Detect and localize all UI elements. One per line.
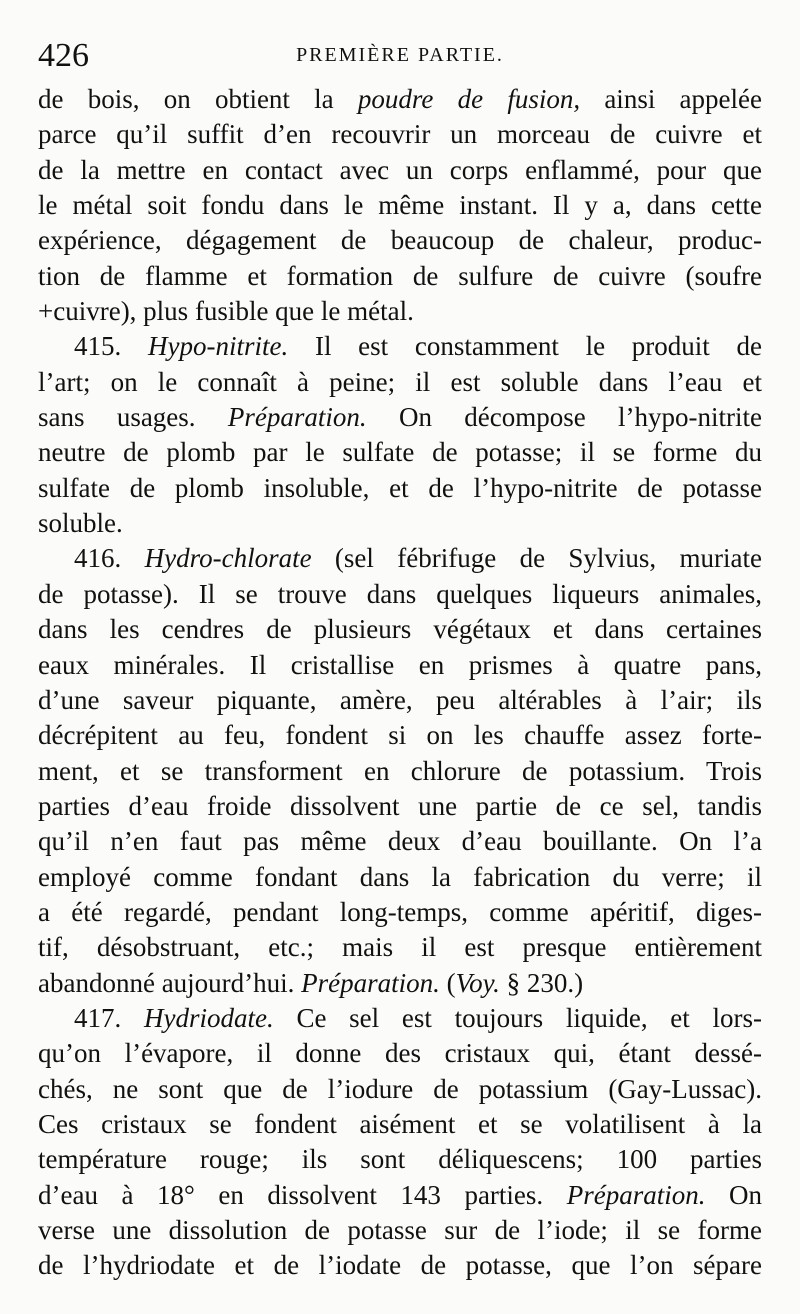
- text-line: verse une dissolution de potasse sur de l’iode; il se forme: [38, 1215, 762, 1245]
- text-line: soluble.: [38, 508, 123, 539]
- text-line: de l’hydriodate et de l’iodate de potasse, que l’on sépare: [38, 1250, 762, 1281]
- text-line: ment, et se transforment en chlorure de potassium. Trois: [38, 755, 762, 786]
- text-line: de potasse). Il se trouve dans quelques liqueurs animales,: [38, 578, 762, 609]
- text-line: expérience, dégagement de beaucoup de chaleur, produc-: [38, 225, 762, 256]
- text-line: Ces cristaux se fondent aisément et se volatilisent à la: [38, 1108, 762, 1139]
- page-header: [0, 36, 800, 84]
- text-line: chés, ne sont que de l’iodure de potassium (Gay-Lussac).: [38, 1073, 762, 1104]
- text-line: dans les cendres de plusieurs végétaux et dans certaines: [38, 614, 762, 645]
- text-line: tion de flamme et formation de sulfure de cuivre (soufre: [38, 260, 762, 291]
- text-line: employé comme fondant dans la fabrication du verre; il: [38, 861, 762, 892]
- section-417-heading-line: 417. Hydriodate. Ce sel est toujours liquide, et lors-: [74, 1002, 762, 1033]
- section-415-heading-line: 415. Hypo-nitrite. Il est constamment le produit de: [74, 331, 762, 362]
- text-line: qu’il n’en faut pas même deux d’eau bouillante. On l’a: [38, 826, 762, 857]
- text-line: parties d’eau froide dissolvent une partie de ce sel, tandis: [38, 790, 762, 821]
- running-title: PREMIÈRE PARTIE.: [296, 44, 504, 66]
- text-line: de bois, on obtient la poudre de fusion, ainsi appelée: [38, 84, 762, 114]
- text-line: sulfate de plomb insoluble, et de l’hypo-nitrite de potasse: [38, 472, 762, 503]
- text-line: qu’on l’évapore, il donne des cristaux qui, étant dessé-: [38, 1038, 762, 1069]
- text-line: abandonné aujourd’hui. Préparation. (Voy. § 230.): [38, 967, 584, 998]
- page-number: 426: [38, 37, 89, 74]
- text-line: a été regardé, pendant long-temps, comme apéritif, diges-: [38, 896, 762, 927]
- text-line: d’eau à 18° en dissolvent 143 parties. Préparation. On: [38, 1179, 762, 1210]
- text-line: neutre de plomb par le sulfate de potasse; il se forme du: [38, 437, 762, 468]
- text-line: eaux minérales. Il cristallise en prismes à quatre pans,: [38, 649, 762, 680]
- text-line: l’art; on le connaît à peine; il est soluble dans l’eau et: [38, 366, 762, 397]
- text-line: parce qu’il suffit d’en recouvrir un morceau de cuivre et: [38, 119, 762, 150]
- text-line: décrépitent au feu, fondent si on les chauffe assez forte-: [38, 720, 762, 751]
- text-line: température rouge; ils sont déliquescens; 100 parties: [38, 1144, 762, 1175]
- text-line: tif, désobstruant, etc.; mais il est presque entièrement: [38, 932, 762, 963]
- body-text: [38, 82, 762, 1284]
- text-line: le métal soit fondu dans le même instant. Il y a, dans cette: [38, 190, 762, 221]
- text-line: de la mettre en contact avec un corps enflammé, pour que: [38, 154, 762, 185]
- text-line: +cuivre), plus fusible que le métal.: [38, 296, 414, 327]
- text-line: sans usages. Préparation. On décompose l’hypo-nitrite: [38, 402, 762, 433]
- section-416-heading-line: 416. Hydro-chlorate (sel fébrifuge de Sylvius, muriate: [74, 543, 762, 574]
- text-line: d’une saveur piquante, amère, peu altérables à l’air; ils: [38, 684, 762, 715]
